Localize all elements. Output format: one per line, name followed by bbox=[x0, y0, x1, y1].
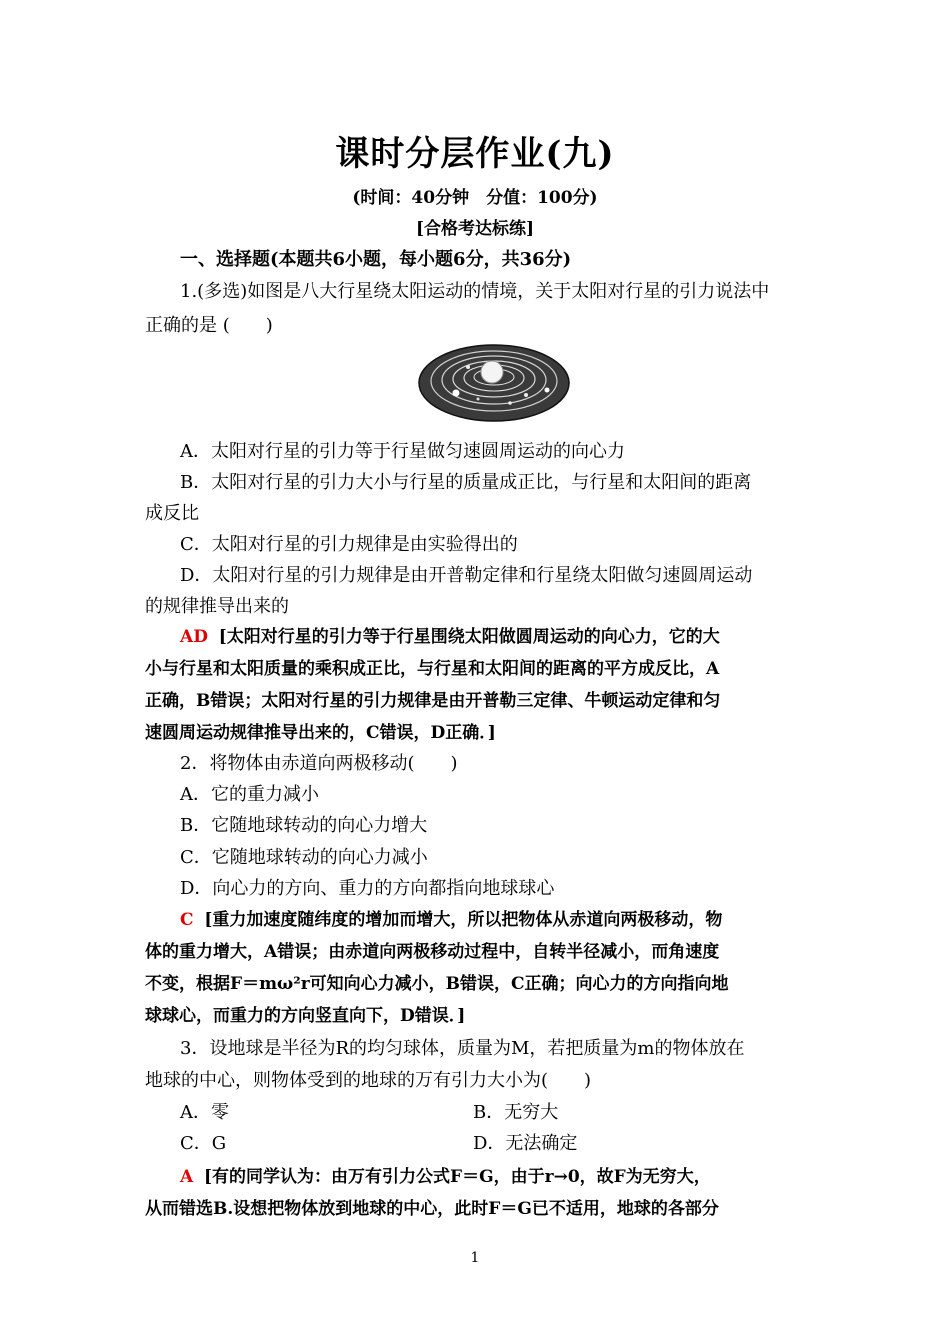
section-heading: [合格考达标练] bbox=[415, 219, 535, 239]
q1-explanation-line3: 正确，B错误；太阳对行星的引力规律是由开普勒三定律、牛顿运动定律和匀 bbox=[145, 691, 721, 711]
q2-explanation-line3: 不变，根据F＝mω²r可知向心力减小，B错误，C正确；向心力的方向指向地 bbox=[145, 974, 729, 994]
q1-option-b-line1: B．太阳对行星的引力大小与行星的质量成正比，与行星和太阳间的距离 bbox=[180, 472, 752, 493]
q2-answer: C bbox=[180, 910, 194, 930]
q3-explanation-line2: 从而错选B.设想把物体放到地球的中心，此时F＝G已不适用，地球的各部分 bbox=[145, 1199, 719, 1219]
q3-option-c: C．G bbox=[180, 1133, 227, 1154]
solar-system-figure bbox=[418, 343, 570, 427]
q3-option-a: A．零 bbox=[180, 1102, 229, 1123]
q3-explanation-line1 bbox=[180, 1162, 805, 1187]
q3-options-row1 bbox=[180, 1098, 805, 1124]
q1-option-d-line1: D．太阳对行星的引力规律是由开普勒定律和行星绕太阳做匀速圆周运动 bbox=[180, 565, 753, 586]
q2-explanation-line4: 球球心，而重力的方向竖直向下，D错误．] bbox=[145, 1006, 466, 1026]
q1-answer: AD bbox=[180, 627, 208, 647]
solar-system-icon bbox=[418, 343, 570, 423]
q3-stem-line1: 3．设地球是半径为R的均匀球体，质量为M，若把质量为m的物体放在 bbox=[180, 1038, 745, 1059]
q2-explanation-text1: [重力加速度随纬度的增加而增大，所以把物体从赤道向两极移动，物 bbox=[204, 910, 723, 930]
q2-option-d: D．向心力的方向、重力的方向都指向地球球心 bbox=[180, 878, 555, 899]
q2-explanation-line1 bbox=[180, 905, 805, 930]
q1-explanation-line2: 小与行星和太阳质量的乘积成正比，与行星和太阳间的距离的平方成反比，A bbox=[145, 659, 720, 679]
q3-options-row2 bbox=[180, 1129, 805, 1155]
q2-option-c: C．它随地球转动的向心力减小 bbox=[180, 847, 428, 868]
q2-stem: 2．将物体由赤道向两极移动( ) bbox=[180, 753, 458, 774]
q3-answer: A bbox=[180, 1167, 194, 1187]
q2-option-b: B．它随地球转动的向心力增大 bbox=[180, 815, 428, 836]
q1-stem-line1: 1.(多选)如图是八大行星绕太阳运动的情境，关于太阳对行星的引力说法中 bbox=[180, 281, 770, 302]
q1-option-d-line2: 的规律推导出来的 bbox=[145, 596, 289, 617]
q1-option-a: A．太阳对行星的引力等于行星做匀速圆周运动的向心力 bbox=[180, 441, 625, 462]
q1-explanation-line4: 速圆周运动规律推导出来的，C错误，D正确．] bbox=[145, 723, 496, 743]
q2-explanation-line2: 体的重力增大，A错误；由赤道向两极移动过程中，自转半径减小，而角速度 bbox=[145, 942, 720, 962]
q3-option-b: B．无穷大 bbox=[473, 1102, 559, 1123]
q1-explanation-line1 bbox=[180, 622, 805, 647]
q1-explanation-text1: [太阳对行星的引力等于行星围绕太阳做圆周运动的向心力，它的大 bbox=[218, 627, 720, 647]
time-score-meta: (时间：40分钟 分值：100分) bbox=[352, 188, 598, 208]
part-heading: 一、选择题(本题共6小题，每小题6分，共36分) bbox=[180, 249, 572, 270]
q3-explanation-text1: [有的同学认为：由万有引力公式F＝G，由于r→0，故F为无穷大， bbox=[204, 1167, 711, 1187]
q1-stem-line2: 正确的是 ( ) bbox=[145, 315, 273, 336]
q3-option-d: D．无法确定 bbox=[473, 1133, 578, 1154]
q1-option-b-line2: 成反比 bbox=[145, 503, 199, 524]
q1-option-c: C．太阳对行星的引力规律是由实验得出的 bbox=[180, 534, 518, 555]
q2-option-a: A．它的重力减小 bbox=[180, 784, 319, 805]
q3-stem-line2: 地球的中心，则物体受到的地球的万有引力大小为( ) bbox=[145, 1070, 592, 1091]
page-title: 课时分层作业(九) bbox=[335, 134, 615, 174]
page-number: 1 bbox=[470, 1250, 480, 1266]
